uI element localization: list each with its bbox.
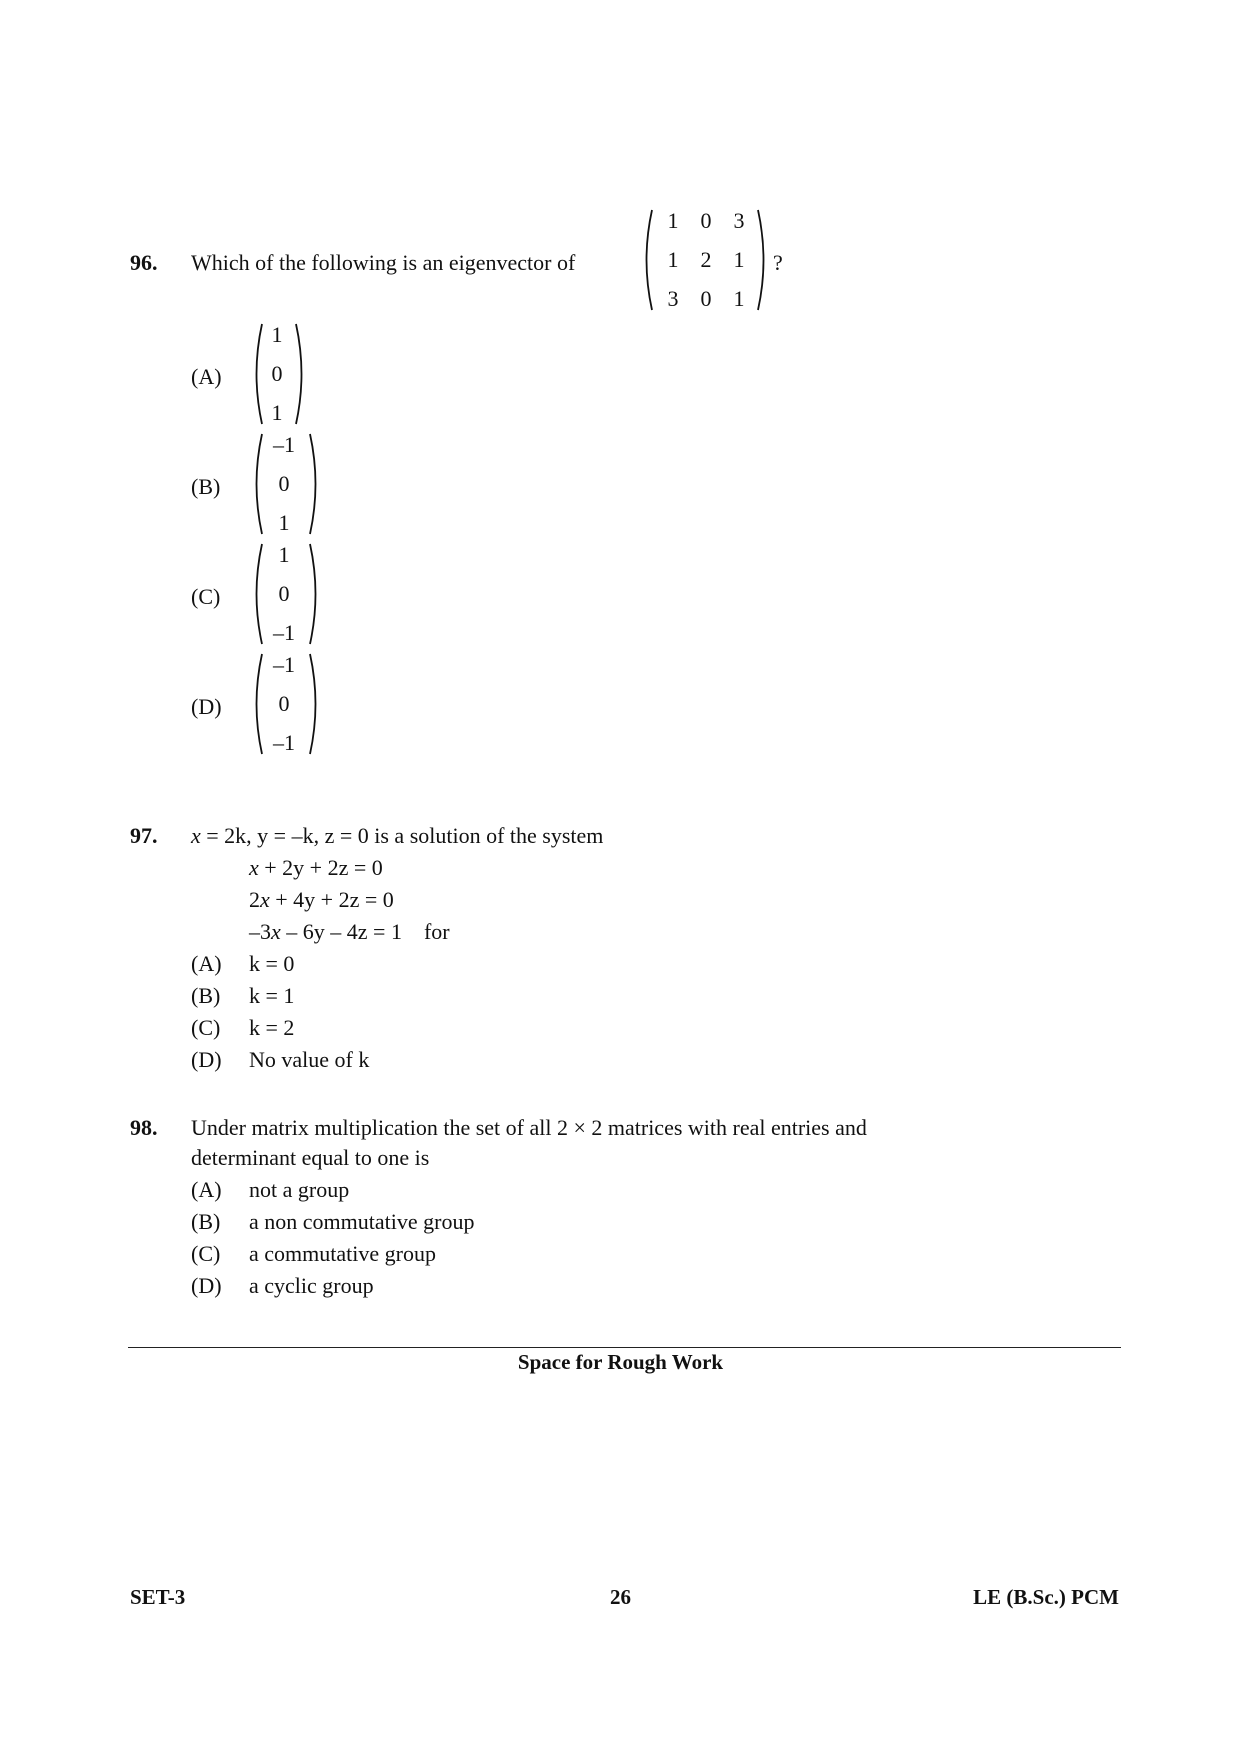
option-text: a commutative group [249, 1241, 436, 1266]
eq-rest: + 2y + 2z = 0 [258, 855, 383, 880]
matrix-cell: 1 [667, 208, 679, 233]
option-label: (C) [191, 1241, 221, 1266]
left-paren [250, 542, 264, 646]
left-paren [640, 208, 654, 312]
option-label: (A) [191, 951, 222, 976]
vector-cell: –1 [273, 432, 295, 457]
left-paren [250, 432, 264, 536]
stem-text: = 2k, y = –k, z = 0 is a solution of the system [200, 823, 604, 848]
equation-2 [249, 887, 394, 913]
footer-page-number: 26 [610, 1585, 631, 1609]
matrix-cell: 0 [700, 286, 712, 311]
vector-cell: 0 [278, 581, 290, 606]
eq-rest: – 6y – 4z = 1 [280, 919, 402, 944]
matrix-cell: 1 [733, 247, 745, 272]
option-label: (C) [191, 584, 221, 609]
option-label: (C) [191, 1015, 221, 1040]
option-text: k = 2 [249, 1015, 295, 1040]
matrix-cell: 3 [733, 208, 745, 233]
vector-cell: –1 [273, 652, 295, 677]
option-b-vector [250, 432, 326, 536]
question-98-line-1: Under matrix multiplication the set of all 2 × 2 matrices with real entries and [191, 1115, 867, 1140]
option-d-vector [250, 652, 326, 756]
question-97-stem [191, 823, 603, 849]
equation-3 [249, 919, 450, 945]
option-label: (D) [191, 1273, 222, 1298]
matrix-cell: 1 [733, 286, 745, 311]
question-97-number: 97. [130, 823, 158, 848]
question-96-mark: ? [773, 250, 783, 275]
right-paren [308, 652, 322, 756]
option-c-vector [250, 542, 326, 646]
eq-prefix: 2 [249, 887, 260, 912]
question-96-text: Which of the following is an eigenvector of [191, 250, 576, 275]
option-text: k = 0 [249, 951, 295, 976]
footer-course: LE (B.Sc.) PCM [973, 1585, 1119, 1609]
matrix-cell: 2 [700, 247, 712, 272]
question-98-number: 98. [130, 1115, 158, 1140]
option-text: a non commutative group [249, 1209, 475, 1234]
right-paren [308, 542, 322, 646]
variable-x: x [271, 919, 281, 944]
question-96-matrix [640, 208, 770, 312]
right-paren [294, 322, 308, 426]
option-label: (B) [191, 1209, 221, 1234]
equation-1 [249, 855, 383, 881]
vector-cell: 0 [271, 361, 283, 386]
right-paren [308, 432, 322, 536]
eq-prefix: –3 [249, 919, 271, 944]
matrix-cell: 0 [700, 208, 712, 233]
option-text: No value of k [249, 1047, 370, 1072]
vector-cell: 1 [278, 510, 290, 535]
vector-cell: 1 [278, 542, 290, 567]
option-label: (D) [191, 694, 222, 719]
option-label: (A) [191, 364, 222, 389]
option-text: a cyclic group [249, 1273, 374, 1298]
variable-x: x [249, 855, 259, 880]
option-label: (B) [191, 474, 221, 499]
question-96-number: 96. [130, 250, 158, 275]
rough-work-heading: Space for Rough Work [517, 1350, 724, 1374]
rough-work-divider [128, 1347, 1121, 1348]
question-98-line-2: determinant equal to one is [191, 1145, 430, 1170]
variable-x: x [260, 887, 270, 912]
option-text: not a group [249, 1177, 350, 1202]
option-label: (D) [191, 1047, 222, 1072]
vector-cell: 1 [271, 400, 283, 425]
for-text: for [423, 919, 450, 944]
vector-cell: 0 [278, 471, 290, 496]
footer-set: SET-3 [130, 1585, 186, 1609]
option-label: (B) [191, 983, 221, 1008]
eq-rest: + 4y + 2z = 0 [269, 887, 394, 912]
vector-cell: –1 [273, 730, 295, 755]
matrix-cell: 1 [667, 247, 679, 272]
vector-cell: 0 [278, 691, 290, 716]
matrix-cell: 3 [667, 286, 679, 311]
variable-x: x [191, 823, 201, 848]
right-paren [756, 208, 770, 312]
option-label: (A) [191, 1177, 222, 1202]
vector-cell: –1 [273, 620, 295, 645]
left-paren [250, 652, 264, 756]
option-a-vector [250, 322, 310, 426]
vector-cell: 1 [271, 322, 283, 347]
option-text: k = 1 [249, 983, 295, 1008]
